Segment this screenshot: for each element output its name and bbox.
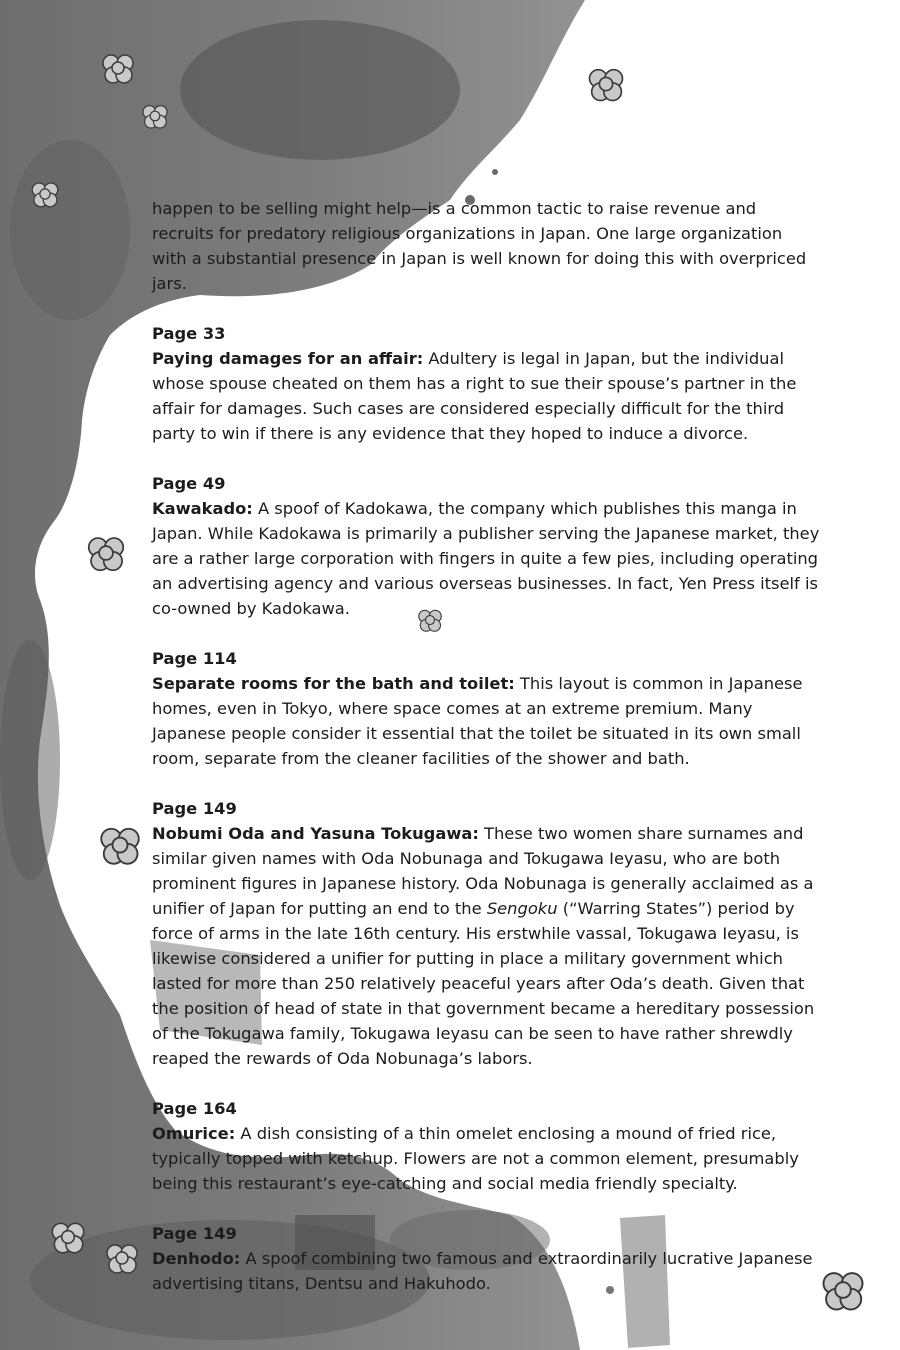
ink-blotch	[0, 640, 60, 880]
note-text: A spoof combining two famous and extraordinarily lucrative Japanese advertising titans, Dentsu and Hakuhodo.	[152, 1249, 813, 1293]
note-body	[152, 1121, 820, 1196]
note-entry	[152, 796, 820, 1071]
note-italic-term: Sengoku	[486, 899, 558, 918]
note-page-heading: Page 149	[152, 799, 237, 818]
note-text: These two women share surnames and similar given names with Oda Nobunaga and Tokugawa Ieyasu, who are both prominent figures in Japanese history. Oda Nobunaga is generally acclaimed as a unifier of Japan for putting an end to the	[152, 824, 814, 918]
note-term: Denhodo:	[152, 1249, 241, 1268]
note-body	[152, 496, 820, 621]
note-body	[152, 346, 820, 446]
note-page-heading: Page 49	[152, 474, 226, 493]
note-text: A spoof of Kadokawa, the company which publishes this manga in Japan. While Kadokawa is primarily a publisher serving the Japanese market, they are a rather large corporation with fingers in quite a few pies, including operating an advertising agency and various overseas businesses. In fact, Yen Press itself is co-owned by Kadokawa.	[152, 499, 820, 618]
note-page-heading: Page 114	[152, 649, 237, 668]
ink-speck	[492, 169, 498, 175]
note-text: This layout is common in Japanese homes, even in Tokyo, where space comes at an extreme premium. Many Japanese people consider it essential that the toilet be situated in its own small room, separate from the cleaner facilities of the shower and bath.	[152, 674, 803, 768]
note-body	[152, 821, 820, 1071]
note-entry	[152, 471, 820, 621]
note-page-heading: Page 149	[152, 1224, 237, 1243]
note-entry	[152, 321, 820, 446]
note-entry	[152, 646, 820, 771]
note-text: Adultery is legal in Japan, but the individual whose spouse cheated on them has a right to sue their spouse’s partner in the affair for damages. Such cases are considered especially difficult for the third party to win if there is any evidence that they hoped to induce a divorce.	[152, 349, 797, 443]
note-body	[152, 671, 820, 771]
note-entry	[152, 1221, 820, 1296]
note-term: Kawakado:	[152, 499, 253, 518]
note-text: A dish consisting of a thin omelet enclosing a mound of fried rice, typically topped with ketchup. Flowers are not a common element, presumably being this restaurant’s eye-catching and social media friendly specialty.	[152, 1124, 799, 1193]
note-term: Omurice:	[152, 1124, 236, 1143]
note-page-heading: Page 33	[152, 324, 226, 343]
note-term: Separate rooms for the bath and toilet:	[152, 674, 515, 693]
note-term: Nobumi Oda and Yasuna Tokugawa:	[152, 824, 479, 843]
translation-notes	[152, 196, 820, 1296]
note-page-heading: Page 164	[152, 1099, 237, 1118]
note-term: Paying damages for an affair:	[152, 349, 424, 368]
intro-paragraph: happen to be selling might help—is a common tactic to raise revenue and recruits for predatory religious organizations in Japan. One large organization with a substantial presence in Japan is well known for doing this with overpriced jars.	[152, 199, 807, 293]
note-text: (“Warring States”) period by force of arms in the late 16th century. His erstwhile vassal, Tokugawa Ieyasu, is likewise considered a unifier for putting in place a military government which lasted for more than 250 relatively peaceful years after Oda’s death. Given that the position of head of state in that government became a hereditary possession of the Tokugawa family, Tokugawa Ieyasu can be seen to have rather shrewdly reaped the rewards of Oda Nobunaga’s labors.	[152, 899, 815, 1068]
note-body	[152, 1246, 820, 1296]
note-entry	[152, 1096, 820, 1196]
ink-blotch	[10, 140, 130, 320]
ink-blotch	[180, 20, 460, 160]
